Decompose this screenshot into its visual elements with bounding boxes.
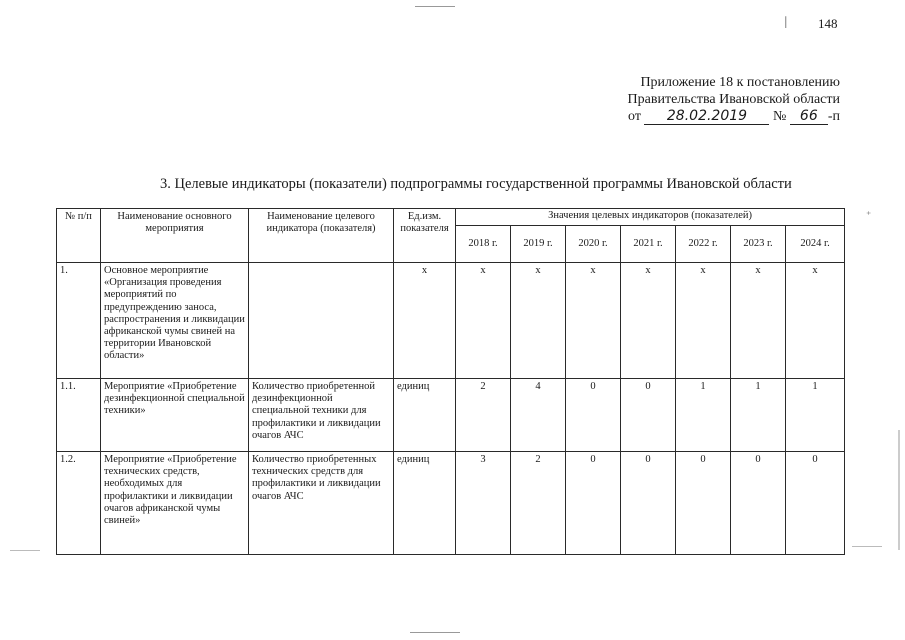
table-row [57,379,845,452]
table-row [57,452,845,555]
row-activity: Мероприятие «Приобретение дезинфекционной специальной техники» [101,379,249,452]
row-value: x [731,263,786,379]
header-year: 2024 г. [786,226,845,263]
row-value: 0 [676,452,731,555]
indicators-table [56,208,845,555]
appendix-from-label: от [628,109,641,124]
row-value: 0 [566,452,621,555]
scan-artifact-line [10,550,40,551]
row-activity: Основное мероприятие «Организация проведения мероприятий по предупреждению заноса, распространения и ликвидации африканской чумы свиней на территории Ивановской области» [101,263,249,379]
header-unit: Ед.изм. показателя [394,209,456,263]
header-year: 2022 г. [676,226,731,263]
scan-artifact-edge [898,430,900,550]
row-unit: единиц [394,379,456,452]
scan-artifact-line [410,632,460,633]
row-unit: единиц [394,452,456,555]
header-year: 2023 г. [731,226,786,263]
header-year: 2021 г. [621,226,676,263]
header-values-group: Значения целевых индикаторов (показателей) [456,209,845,226]
row-value: x [786,263,845,379]
row-value: x [566,263,621,379]
scan-artifact-line [415,6,455,7]
row-value: x [511,263,566,379]
row-value: x [456,263,511,379]
document-title: 3. Целевые индикаторы (показатели) подпрограммы государственной программы Ивановской области [160,176,792,192]
row-value: x [676,263,731,379]
row-value: 3 [456,452,511,555]
header-activity: Наименование основного мероприятия [101,209,249,263]
header-year: 2019 г. [511,226,566,263]
appendix-suffix: -п [827,109,840,124]
row-value: 1 [786,379,845,452]
scan-artifact-mark: ⁺ [866,210,872,221]
header-indicator: Наименование целевого индикатора (показателя) [249,209,394,263]
page-number: 148 [818,16,838,31]
appendix-line-3 [628,108,840,125]
row-activity: Мероприятие «Приобретение технических средств, необходимых для профилактики и ликвидации очагов африканской чумы свиней» [101,452,249,555]
row-value: 0 [621,379,676,452]
row-num: 1.2. [57,452,101,555]
header-num: № п/п [57,209,101,263]
row-value: 0 [731,452,786,555]
row-value: 4 [511,379,566,452]
header-year: 2020 г. [566,226,621,263]
row-value: 1 [731,379,786,452]
row-value: 0 [621,452,676,555]
header-row [57,209,845,226]
scan-artifact-line [852,546,882,547]
appendix-line-2: Правительства Ивановской области [627,92,840,107]
table-row [57,263,845,379]
header-year: 2018 г. [456,226,511,263]
appendix-number-label: № [772,109,787,124]
scan-artifact-mark: ׀ [783,18,789,29]
row-value: 2 [511,452,566,555]
handwritten-date: 28.02.2019 [644,109,769,125]
row-num: 1.1. [57,379,101,452]
row-value: 0 [786,452,845,555]
row-value: 1 [676,379,731,452]
row-indicator [249,263,394,379]
row-unit: x [394,263,456,379]
row-value: 2 [456,379,511,452]
appendix-line-1: Приложение 18 к постановлению [640,75,840,90]
row-value: 0 [566,379,621,452]
row-indicator: Количество приобретенных технических средств для профилактики и ликвидации очагов АЧС [249,452,394,555]
row-num: 1. [57,263,101,379]
row-value: x [621,263,676,379]
handwritten-number: 66 [790,109,828,125]
row-indicator: Количество приобретенной дезинфекционной специальной техники для профилактики и ликвидации очагов АЧС [249,379,394,452]
